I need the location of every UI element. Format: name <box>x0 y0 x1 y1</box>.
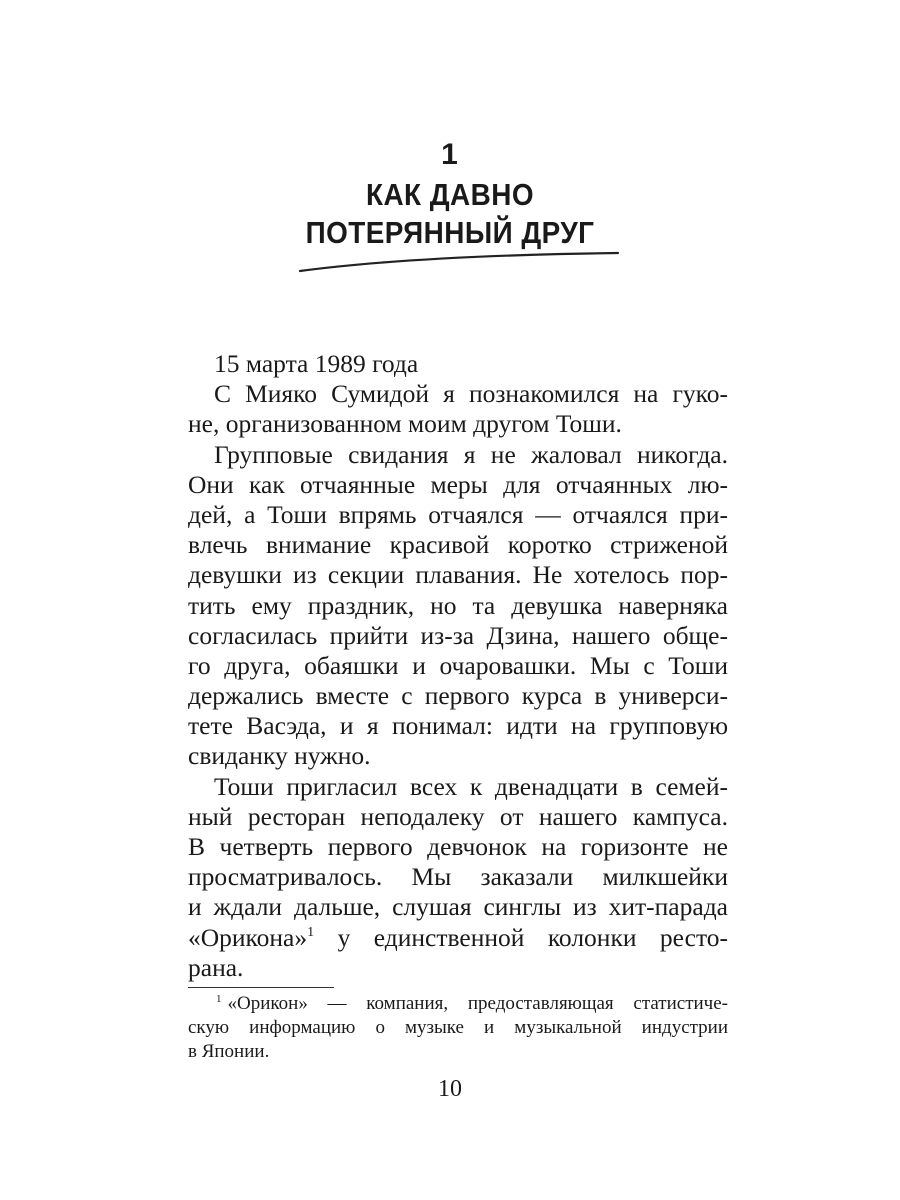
text-line: Групповые свидания я не жаловал никогда. <box>214 439 728 469</box>
text-line: В четверть первого девчонок на горизонте не <box>188 832 728 861</box>
text-line: ный ресторан неподалеку от нашего кампуса. <box>188 801 728 831</box>
footnote-line <box>188 992 728 1016</box>
text-line: го друга, обаяшки и очаровашки. Мы с Тоши <box>188 650 728 680</box>
text-line: держались вместе с первого курса в универси- <box>188 681 728 711</box>
text-line: не, организованном моим другом Тоши. <box>188 409 622 439</box>
title-swoosh-ornament <box>298 250 620 276</box>
chapter-title-line-1: КАК ДАВНО <box>365 177 535 212</box>
text-line: Они как отчаянные меры для отчаянных лю- <box>188 469 728 499</box>
text-line: рана. <box>188 952 244 982</box>
text-line: согласилась прийти из-за Дзина, нашего обще- <box>188 620 728 650</box>
footnote-line: скую информацию о музыке и музыкальной индустрии <box>188 1017 728 1038</box>
text-continuation: у единственной колонки ресто- <box>337 922 728 952</box>
text-line: дей, а Тоши впрямь отчаялся — отчаялся при- <box>188 499 728 529</box>
text-line: девушки из секции плавания. Не хотелось пор- <box>188 560 728 590</box>
oricon-word: «Орикона» <box>188 922 308 952</box>
text-line: свиданку нужно. <box>188 741 371 771</box>
text-line: 15 марта 1989 года <box>214 349 419 378</box>
footnote-divider <box>188 987 334 988</box>
body-text <box>188 349 728 983</box>
text-line: просматривалось. Мы заказали милкшейки <box>188 862 728 892</box>
footnote-line: в Японии. <box>188 1041 270 1062</box>
text-line: Тоши пригласил всех к двенадцати в семей- <box>214 771 728 801</box>
text-line: и ждали дальше, слушая синглы из хит-парада <box>188 892 728 922</box>
footnote-reference[interactable]: 1 <box>307 924 315 940</box>
page-number: 10 <box>438 1076 462 1102</box>
text-line-with-footnote <box>188 923 728 953</box>
text-line: С Мияко Сумидой я познакомился на гуко- <box>214 379 728 409</box>
chapter-title-line-2: ПОТЕРЯННЫЙ ДРУГ <box>305 215 595 250</box>
footnote <box>188 992 728 1064</box>
chapter-number: 1 <box>441 138 459 171</box>
chapter-title <box>45 176 855 252</box>
footnote-text: «Орикон» — компания, предоставляющая статистиче- <box>227 993 728 1014</box>
text-line: тить ему праздник, но та девушка наверняка <box>188 590 728 620</box>
text-line: тете Васэда, и я понимал: идти на групповую <box>188 711 728 741</box>
footnote-mark: 1 <box>216 993 222 1005</box>
text-line: влечь внимание красивой коротко стриженой <box>188 530 728 560</box>
